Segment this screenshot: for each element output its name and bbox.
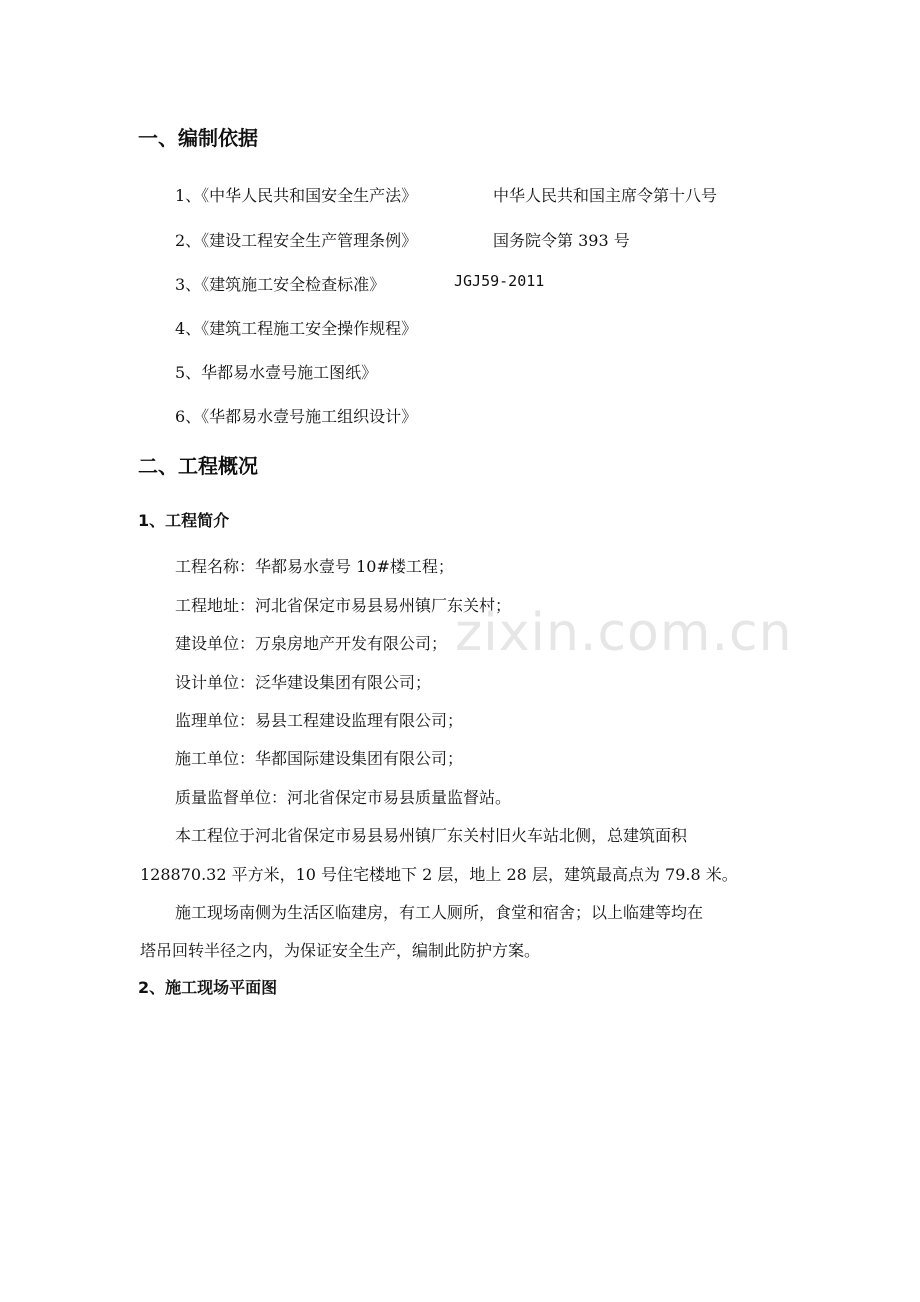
section-heading-basis: 一、编制依据 xyxy=(138,126,258,150)
paragraph-site-line1: 施工现场南侧为生活区临建房，有工人厕所，食堂和宿舍；以上临建等均在 xyxy=(175,903,704,922)
reference-code: 国务院令第 393 号 xyxy=(493,231,630,250)
reference-code: 中华人民共和国主席令第十八号 xyxy=(493,186,718,205)
reference-title: 6、《华都易水壹号施工组织设计》 xyxy=(175,407,418,426)
paragraph-location-line1: 本工程位于河北省保定市易县易州镇厂东关村旧火车站北侧，总建筑面积 xyxy=(175,826,688,845)
reference-title: 4、《建筑工程施工安全操作规程》 xyxy=(175,319,418,338)
reference-title: 5、华都易水壹号施工图纸》 xyxy=(175,363,378,382)
paragraph-location-line2: 128870.32 平方米，10 号住宅楼地下 2 层，地上 28 层，建筑最高点为 79.8 米。 xyxy=(140,865,738,884)
watermark: zixin.com.cn xyxy=(455,603,793,663)
field-designer: 设计单位：泛华建设集团有限公司； xyxy=(175,673,432,692)
paragraph-site-line2: 塔吊回转半径之内，为保证安全生产，编制此防护方案。 xyxy=(140,941,541,960)
subsection-heading-site-plan: 2、施工现场平面图 xyxy=(138,978,278,997)
reference-item-3 xyxy=(175,272,545,295)
reference-item-5 xyxy=(175,360,377,383)
reference-title: 1、《中华人民共和国安全生产法》 xyxy=(175,186,418,205)
reference-item-4 xyxy=(175,316,417,339)
reference-code: JGJ59-2011 xyxy=(454,272,545,290)
reference-title: 3、《建筑施工安全检查标准》 xyxy=(175,275,386,294)
reference-title: 2、《建设工程安全生产管理条例》 xyxy=(175,231,418,250)
reference-item-2 xyxy=(175,228,630,251)
subsection-heading-intro: 1、工程简介 xyxy=(138,511,230,530)
field-supervisor: 监理单位：易县工程建设监理有限公司； xyxy=(175,711,464,730)
reference-item-6 xyxy=(175,404,417,427)
field-quality-station: 质量监督单位：河北省保定市易县质量监督站。 xyxy=(175,788,512,807)
field-contractor: 施工单位：华都国际建设集团有限公司； xyxy=(175,749,464,768)
field-developer: 建设单位：万泉房地产开发有限公司； xyxy=(175,634,448,653)
field-project-name: 工程名称：华都易水壹号 10#楼工程； xyxy=(175,557,454,576)
reference-item-1 xyxy=(175,183,718,206)
section-heading-overview: 二、工程概况 xyxy=(138,454,258,478)
field-project-address: 工程地址：河北省保定市易县易州镇厂东关村； xyxy=(175,596,512,615)
